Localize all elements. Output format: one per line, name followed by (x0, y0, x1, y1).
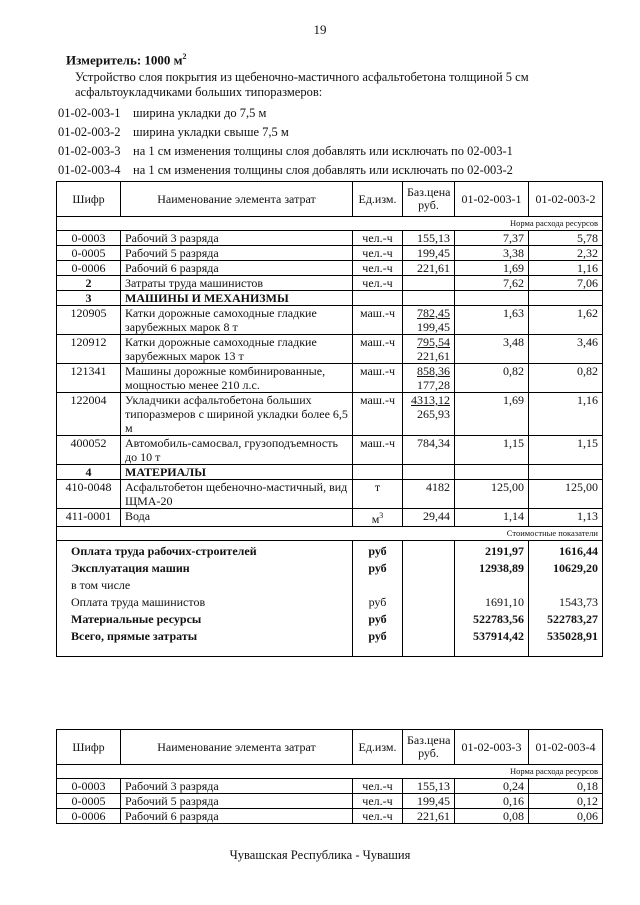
resource-table-1 (56, 181, 603, 657)
norm-label-row: Норма расхода ресурсов (57, 217, 603, 231)
code-item: 01-02-003-2 ширина укладки свыше 7,5 м (58, 125, 289, 139)
header-price: Баз.цена руб. (403, 730, 455, 765)
header-price: Баз.цена руб. (403, 182, 455, 217)
machinists-row: 2 Затраты труда машинистов чел.-ч 7,62 7,06 (57, 276, 603, 291)
header-col1: 01-02-003-3 (455, 730, 529, 765)
table-row: 0-0003 Рабочий 3 разряда чел.-ч 155,13 0,24 0,18 (57, 779, 603, 794)
table-row: 0-0005 Рабочий 5 разряда чел.-ч 199,45 3,38 2,32 (57, 246, 603, 261)
table-row: 400052 Автомобиль-самосвал, грузоподъемность до 10 т маш.-ч 784,34 1,15 1,15 (57, 436, 603, 465)
page-number: 19 (313, 22, 327, 37)
table-header (57, 182, 603, 217)
header-name: Наименование элемента затрат (121, 182, 353, 217)
header-code: Шифр (57, 730, 121, 765)
code-item: 01-02-003-3 на 1 см изменения толщины слоя добавлять или исключать по 02-003-1 (58, 144, 513, 158)
header-col1: 01-02-003-1 (455, 182, 529, 217)
footer-region: Чувашская Республика - Чувашия (229, 848, 411, 862)
work-description: Устройство слоя покрытия из щебеночно-мастичного асфальтобетона толщиной 5 см асфальтоукладчиками больших типоразмеров: (75, 70, 529, 99)
meter-label: Измеритель: 1000 $м^2$ (66, 52, 187, 68)
code-item: 01-02-003-1 ширина укладки до 7,5 м (58, 106, 267, 120)
section-machines: 3 МАШИНЫ И МЕХАНИЗМЫ (57, 291, 603, 306)
table-row: 0-0006 Рабочий 6 разряда чел.-ч 221,61 1,69 1,16 (57, 261, 603, 276)
section-materials: 4 МАТЕРИАЛЫ (57, 465, 603, 480)
header-col2: 01-02-003-2 (529, 182, 603, 217)
cost-row: Всего, прямые затраты руб 537914,42 535028,91 (57, 626, 603, 656)
cost-row: Эксплуатация машин руб 12938,89 10629,20 (57, 558, 603, 575)
table-row: 120905 Катки дорожные самоходные гладкие зарубежных марок 8 т маш.-ч 782,45 199,45 1,63 1,62 (57, 306, 603, 335)
cost-row: в том числе (57, 575, 603, 592)
table-row: 411-0001 Вода $м^3$ 29,44 1,14 1,13 (57, 509, 603, 527)
cost-row: Материальные ресурсы руб 522783,56 522783,27 (57, 609, 603, 626)
header-unit: Ед.изм. (353, 730, 403, 765)
cost-row: Оплата труда машинистов руб 1691,10 1543,73 (57, 592, 603, 609)
table-row: 0-0003 Рабочий 3 разряда чел.-ч 155,13 7,37 5,78 (57, 231, 603, 246)
norm-label-row: Норма расхода ресурсов (57, 765, 603, 779)
header-code: Шифр (57, 182, 121, 217)
header-name: Наименование элемента затрат (121, 730, 353, 765)
table-row: 410-0048 Асфальтобетон щебеночно-мастичный, вид ЩМА-20 т 4182 125,00 125,00 (57, 480, 603, 509)
cost-row: Оплата труда рабочих-строителей руб 2191,97 1616,44 (57, 541, 603, 559)
resource-table-2 (56, 729, 603, 824)
code-item: 01-02-003-4 на 1 см изменения толщины слоя добавлять или исключать по 02-003-2 (58, 163, 513, 177)
table-row: 0-0006 Рабочий 6 разряда чел.-ч 221,61 0,08 0,06 (57, 809, 603, 824)
header-unit: Ед.изм. (353, 182, 403, 217)
table-row: 121341 Машины дорожные комбинированные, мощностью менее 210 л.с. маш.-ч 858,36 177,28 0,82 0,82 (57, 364, 603, 393)
table-row: 0-0005 Рабочий 5 разряда чел.-ч 199,45 0,16 0,12 (57, 794, 603, 809)
code-list (58, 104, 513, 180)
header-col2: 01-02-003-4 (529, 730, 603, 765)
table-row: 122004 Укладчики асфальтобетона больших типоразмеров с шириной укладки более 6,5 м маш.-ч 4313,12 265,93 1,69 1,16 (57, 393, 603, 436)
table-header (57, 730, 603, 765)
cost-label-row: Стоимостные показатели (57, 527, 603, 541)
table-row: 120912 Катки дорожные самоходные гладкие зарубежных марок 13 т маш.-ч 795,54 221,61 3,48 3,46 (57, 335, 603, 364)
